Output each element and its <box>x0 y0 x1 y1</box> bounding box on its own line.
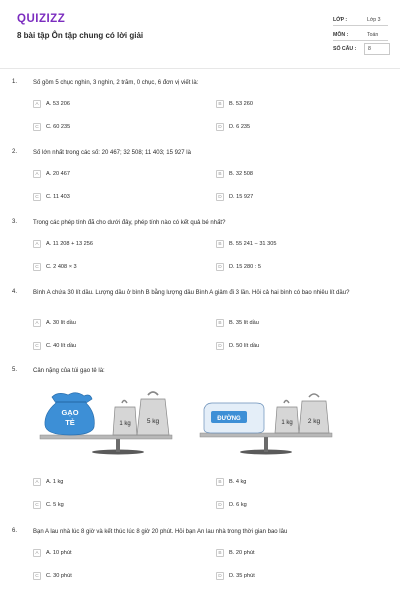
option-text: B. 53 260 <box>229 101 253 107</box>
option-text: D. 15 280 : 5 <box>229 264 262 270</box>
question-text: Số gồm 5 chục nghìn, 3 nghìn, 2 trăm, 0 chục, 6 đơn vị viết là: <box>33 80 199 86</box>
option-text: D. 35 phút <box>229 573 255 579</box>
option-letter-box: B <box>216 100 224 108</box>
weight-label: 5 kg <box>146 418 160 425</box>
option-text: C. 30 phút <box>46 573 72 579</box>
option-text: B. 32 508 <box>229 171 253 177</box>
option-c[interactable] <box>33 500 64 510</box>
meta-divider <box>333 40 388 41</box>
grade-value: Lớp 3 <box>367 17 381 23</box>
option-a[interactable] <box>33 318 76 328</box>
option-letter-box: D <box>216 263 224 271</box>
sugar-bag-icon <box>204 403 264 433</box>
question-number: 4. <box>12 289 18 295</box>
question-text: Bình A chứa 30 lít dầu. Lượng dầu ở bình B bằng lượng dầu Bình A giảm đi 3 lần. Hỏi cả hai bình có bao nhiêu lít dầu? <box>33 290 350 296</box>
option-c[interactable] <box>33 262 77 272</box>
option-text: D. 6 235 <box>229 124 251 130</box>
question-text: Bạn A lau nhà lúc 8 giờ và kết thúc lúc 8 giờ 20 phút. Hỏi bạn An lau nhà trong thời gian bao lâu <box>33 529 288 535</box>
option-letter-box: C <box>33 123 41 131</box>
rice-bag-label-line1: GẠO <box>61 408 79 417</box>
option-text: C. 5 kg <box>46 502 64 508</box>
option-letter-box: D <box>216 193 224 201</box>
rice-bag-icon <box>45 393 94 435</box>
count-value: 8 <box>368 46 371 52</box>
option-text: B. 55 241 − 31 305 <box>229 241 277 247</box>
quizizz-logo: QUIZIZZ <box>17 13 66 25</box>
option-text: A. 1 kg <box>46 479 64 485</box>
weight-5kg-icon <box>137 392 169 435</box>
weight-1kg-icon <box>113 401 137 436</box>
option-text: B. 4 kg <box>229 479 247 485</box>
option-b[interactable] <box>216 99 253 109</box>
option-letter-box: C <box>33 342 41 350</box>
question-number: 2. <box>12 149 18 155</box>
option-text: A. 30 lít dầu <box>46 320 76 326</box>
weight-1kg-icon <box>275 401 299 434</box>
question-text: Số lớn nhất trong các số: 20 467; 32 508; 11 403; 15 927 là <box>33 150 191 156</box>
option-a[interactable] <box>33 548 72 558</box>
option-letter-box: A <box>33 170 41 178</box>
count-label: SỐ CÂU : <box>333 46 357 52</box>
option-text: A. 11 208 + 13 256 <box>46 241 94 247</box>
option-text: C. 11 403 <box>46 194 70 200</box>
option-c[interactable] <box>33 122 70 132</box>
option-text: C. 2 408 × 3 <box>46 264 77 270</box>
option-letter-box: D <box>216 342 224 350</box>
right-balance-scale <box>200 394 332 455</box>
option-d[interactable] <box>216 122 250 132</box>
question-number: 3. <box>12 219 18 225</box>
scale-stand <box>264 437 268 452</box>
option-text: D. 15 927 <box>229 194 254 200</box>
option-d[interactable] <box>216 341 259 351</box>
option-text: A. 53 206 <box>46 101 70 107</box>
balance-scales-figure <box>0 387 400 457</box>
option-b[interactable] <box>216 477 246 487</box>
option-a[interactable] <box>33 99 70 109</box>
option-a[interactable] <box>33 477 63 487</box>
option-b[interactable] <box>216 318 259 328</box>
option-text: A. 20 467 <box>46 171 70 177</box>
option-letter-box: C <box>33 572 41 580</box>
option-text: D. 50 lít dầu <box>229 343 260 349</box>
option-d[interactable] <box>216 571 255 581</box>
subject-value: Toán <box>367 32 379 38</box>
option-d[interactable] <box>216 262 261 272</box>
option-letter-box: D <box>216 123 224 131</box>
question-number: 5. <box>12 367 18 373</box>
option-letter-box: A <box>33 478 41 486</box>
option-letter-box: B <box>216 319 224 327</box>
option-letter-box: D <box>216 501 224 509</box>
option-text: A. 10 phút <box>46 550 72 556</box>
option-text: B. 20 phút <box>229 550 255 556</box>
scale-beam <box>40 435 172 439</box>
option-letter-box: A <box>33 549 41 557</box>
weight-label: 2 kg <box>307 418 321 425</box>
meta-divider <box>333 25 388 26</box>
option-letter-box: B <box>216 240 224 248</box>
option-b[interactable] <box>216 548 255 558</box>
option-letter-box: A <box>33 319 41 327</box>
option-letter-box: D <box>216 572 224 580</box>
option-text: D. 6 kg <box>229 502 247 508</box>
option-letter-box: B <box>216 549 224 557</box>
weight-label: 1 kg <box>119 421 131 427</box>
question-text: Cân nặng của túi gạo tẻ là: <box>33 368 105 374</box>
option-text: C. 60 235 <box>46 124 71 130</box>
header-divider <box>0 68 400 69</box>
weight-2kg-icon <box>299 394 329 433</box>
weight-label: 1 kg <box>281 420 293 426</box>
option-text: B. 35 lít dầu <box>229 320 259 326</box>
option-c[interactable] <box>33 341 76 351</box>
document-title: 8 bài tập Ôn tập chung có lời giải <box>17 31 144 40</box>
option-c[interactable] <box>33 192 70 202</box>
question-number: 6. <box>12 528 18 534</box>
question-text: Trong các phép tính đã cho dưới đây, phép tính nào có kết quả bé nhất? <box>33 220 226 226</box>
option-letter-box: A <box>33 100 41 108</box>
option-letter-box: B <box>216 478 224 486</box>
option-text: C. 40 lít dầu <box>46 343 77 349</box>
scale-beam <box>200 433 332 437</box>
option-letter-box: B <box>216 170 224 178</box>
sugar-bag-label: ĐƯỜNG <box>217 416 241 422</box>
option-letter-box: A <box>33 240 41 248</box>
option-d[interactable] <box>216 192 253 202</box>
option-letter-box: C <box>33 193 41 201</box>
left-balance-scale <box>40 392 172 455</box>
option-letter-box: C <box>33 263 41 271</box>
option-b[interactable] <box>216 239 276 249</box>
subject-label: MÔN : <box>333 32 349 38</box>
option-a[interactable] <box>33 239 93 249</box>
count-box <box>364 43 390 55</box>
question-number: 1. <box>12 79 18 85</box>
option-d[interactable] <box>216 500 247 510</box>
option-a[interactable] <box>33 169 70 179</box>
option-letter-box: C <box>33 501 41 509</box>
rice-bag-label-line2: TẺ <box>65 418 75 427</box>
grade-label: LỚP : <box>333 17 348 23</box>
option-c[interactable] <box>33 571 72 581</box>
option-b[interactable] <box>216 169 253 179</box>
